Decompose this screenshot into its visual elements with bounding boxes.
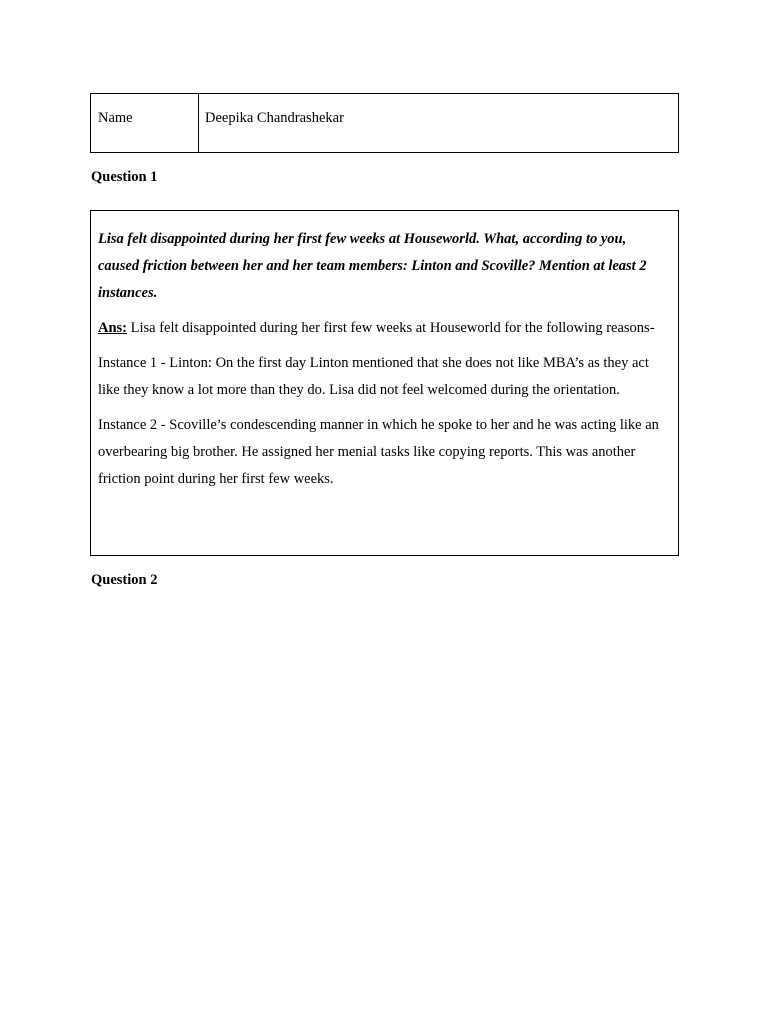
answer-intro-text: Lisa felt disappointed during her first few weeks at Houseworld for the following reasons-: [127, 320, 655, 336]
name-label: Name: [91, 94, 199, 152]
answer-intro: [98, 315, 670, 342]
question-1-prompt: Lisa felt disappointed during her first few weeks at Houseworld. What, according to you, caused friction between her and her team members: Linton and Scoville? Mention at least 2 instances.: [98, 231, 647, 301]
answer-label: Ans:: [98, 320, 128, 336]
instance-1-text: Instance 1 - Linton: On the first day Linton mentioned that she does not like MBA’s as they act like they know a lot more than they do. Lisa did not feel welcomed during the orientation.: [98, 355, 649, 398]
name-table: [90, 93, 679, 153]
name-value: Deepika Chandrashekar: [205, 110, 344, 126]
question-2-heading: Question 2: [91, 572, 158, 588]
question-1-heading: Question 1: [91, 169, 158, 185]
instance-2-text: Instance 2 - Scoville’s condescending manner in which he spoke to her and he was acting like an overbearing big brother. He assigned her menial tasks like copying reports. This was another friction point during her first few weeks.: [98, 417, 659, 487]
question-1-answer-box: [90, 210, 679, 556]
